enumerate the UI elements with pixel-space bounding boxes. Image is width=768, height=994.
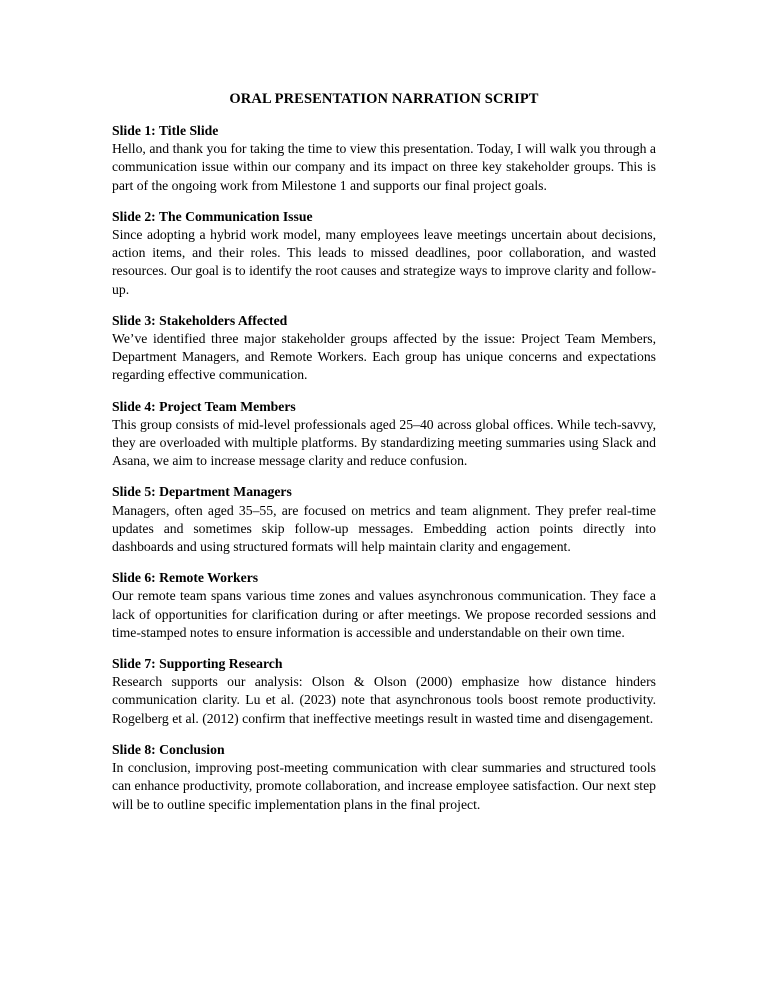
sections-container (112, 122, 656, 814)
slide-heading: Slide 6: Remote Workers (112, 570, 259, 586)
slide-heading: Slide 4: Project Team Members (112, 398, 296, 414)
slide-heading: Slide 7: Supporting Research (112, 656, 283, 672)
slide-heading: Slide 5: Department Managers (112, 484, 292, 500)
slide-body-text: In conclusion, improving post-meeting communication with clear summaries and structured tools can enhance productivity, promote collaboration, and increase employee satisfaction. Our next step will be to outline specific implementation plans in the final project. (112, 760, 656, 812)
slide-section (112, 655, 656, 728)
slide-heading: Slide 8: Conclusion (112, 741, 225, 757)
slide-body-text: We’ve identified three major stakeholder groups affected by the issue: Project Team Members, Department Managers, and Remote Workers. Each group has unique concerns and expectations regarding effective communication. (112, 331, 656, 383)
slide-section (112, 398, 656, 471)
document-title: ORAL PRESENTATION NARRATION SCRIPT (229, 91, 539, 107)
slide-section (112, 122, 656, 195)
slide-section (112, 569, 656, 642)
slide-body-text: Hello, and thank you for taking the time to view this presentation. Today, I will walk you through a communication issue within our company and its impact on three key stakeholder groups. This is part of the ongoing work from Milestone 1 and supports our final project goals. (112, 141, 656, 193)
slide-body-text: This group consists of mid-level professionals aged 25–40 across global offices. While tech-savvy, they are overloaded with multiple platforms. By standardizing meeting summaries using Slack and Asana, we aim to increase message clarity and reduce confusion. (112, 416, 656, 469)
slide-section (112, 312, 656, 385)
slide-section (112, 741, 656, 814)
slide-heading: Slide 3: Stakeholders Affected (112, 312, 288, 328)
slide-body-text: Our remote team spans various time zones and values asynchronous communication. They face a lack of opportunities for clarification during or after meetings. We propose recorded sessions and time-stamped notes to ensure information is accessible and understandable on their own time. (112, 588, 656, 640)
slide-body-text: Managers, often aged 35–55, are focused on metrics and team alignment. They prefer real-time updates and sometimes skip follow-up messages. Embedding action points directly into dashboards and using structured formats will help maintain clarity and engagement. (112, 502, 656, 555)
slide-section (112, 483, 656, 556)
slide-heading: Slide 2: The Communication Issue (112, 208, 313, 224)
slide-section (112, 208, 656, 299)
slide-heading: Slide 1: Title Slide (112, 123, 219, 138)
slide-body-text: Since adopting a hybrid work model, many employees leave meetings uncertain about decisions, action items, and their roles. This leads to missed deadlines, poor collaboration, and wasted resources. Our goal is to identify the root causes and strategize ways to improve clarity and follow-up. (112, 227, 656, 297)
slide-body-text: Research supports our analysis: Olson & Olson (2000) emphasize how distance hinders communication clarity. Lu et al. (2023) note that asynchronous tools boost remote productivity. Rogelberg et al. (2012) confirm that ineffective meetings result in wasted time and disengagement. (112, 674, 656, 726)
